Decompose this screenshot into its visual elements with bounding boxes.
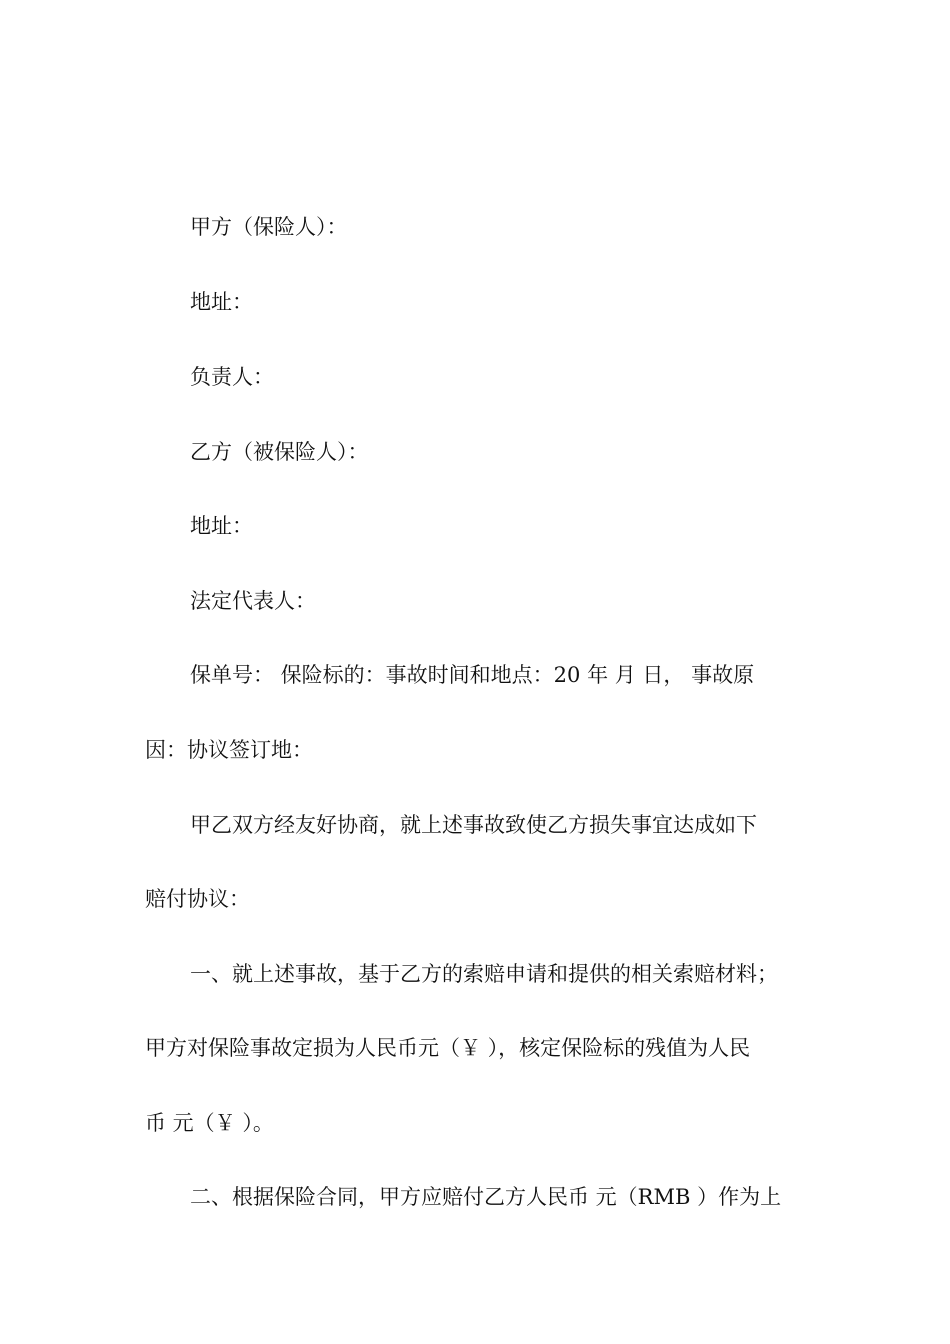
party-a-address-label: 地址： [190,290,253,314]
party-b-address-label: 地址： [190,514,253,538]
party-b-label: 乙方（被保险人）： [190,440,369,464]
clause-one-line: 一、就上述事故，基于乙方的索赔申请和提供的相关索赔材料； [190,962,778,986]
party-a-label: 甲方（保险人）： [190,215,348,239]
clause-one-line-cont-2: 币 元（￥ ）。 [145,1111,274,1135]
clause-one-line-cont-1: 甲方对保险事故定损为人民币元（￥ ），核定保险标的残值为人民 [145,1036,751,1060]
party-b-legal-rep-label: 法定代表人： [190,589,316,613]
policy-info-line-cont: 因：协议签订地： [145,738,313,762]
clause-two-line: 二、根据保险合同，甲方应赔付乙方人民币 元（RMB ）作为上 [190,1185,782,1209]
policy-info-line: 保单号： 保险标的：事故时间和地点：20 年 月 日， 事故原 [190,663,755,687]
agreement-intro-line: 甲乙双方经友好协商，就上述事故致使乙方损失事宜达成如下 [190,813,757,837]
agreement-intro-line-cont: 赔付协议： [145,887,250,911]
party-a-responsible-label: 负责人： [190,365,274,389]
